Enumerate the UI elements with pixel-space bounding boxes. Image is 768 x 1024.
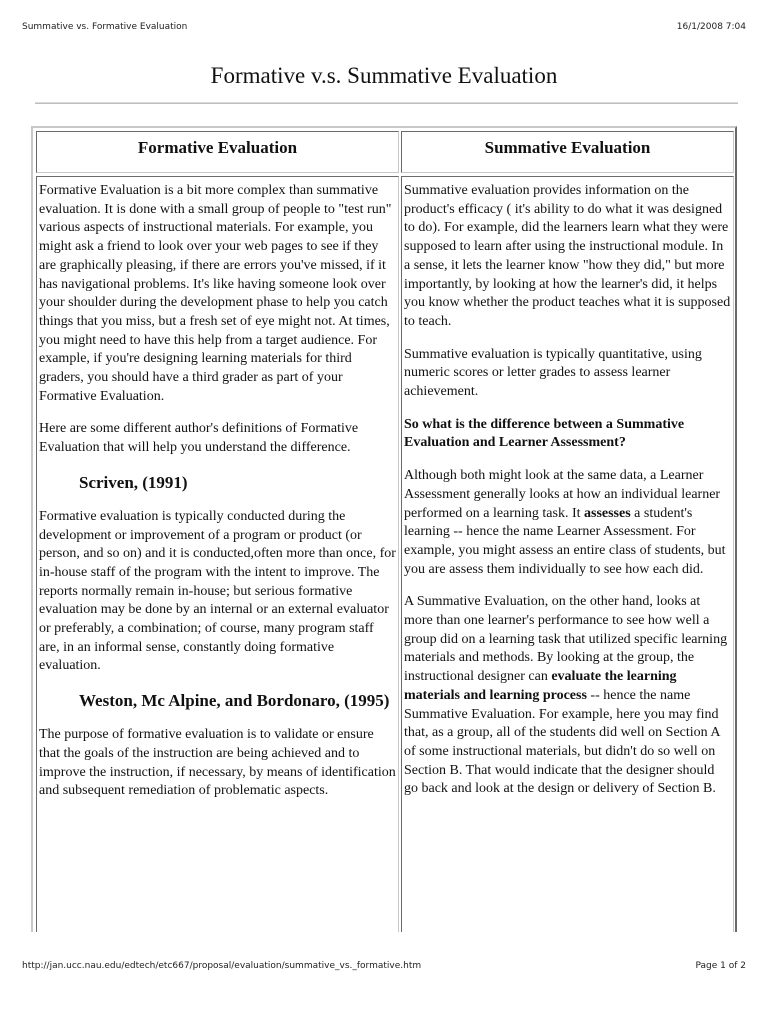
- print-header-title: Summative vs. Formative Evaluation: [22, 22, 188, 32]
- summative-paragraph-4: [404, 593, 731, 799]
- formative-heading-cell: [36, 131, 399, 173]
- weston-definition: The purpose of formative evaluation is to validate or ensure that the goals of the instruction are being achieved and to improve the instruction, if necessary, by means of identification and subsequent remediation of problematic aspects.: [39, 727, 396, 799]
- title-divider: [35, 102, 738, 104]
- p3-bold-text: assesses: [584, 505, 631, 521]
- print-header-datetime: 16/1/2008 7:04: [676, 22, 746, 32]
- scriven-definition: Formative evaluation is typically conducted during the development or improvement of a program or product (or person, and so on) and it is conducted,often more than once, for in-house staff of the program with the intent to improve. The reports normally remain in-house; but serious formative evaluation may be done by an internal or an external evaluator or preferably, a combination; of course, many program staff are, in an informal sense, constantly doing formative evaluation.: [39, 508, 396, 674]
- scriven-heading: Scriven, (1991): [79, 472, 188, 492]
- difference-question: So what is the difference between a Summative Evaluation and Learner Assessment?: [404, 416, 685, 451]
- summative-heading: Summative Evaluation: [484, 138, 651, 157]
- comparison-table: [31, 126, 737, 932]
- p4-text-before: A Summative Evaluation, on the other hand, looks at more than one learner's performance to see how well a group did on a learning task that utilized specific learning materials and methods. By looking at the group, the instructional designer can: [404, 594, 728, 685]
- summative-body-cell: [401, 176, 734, 932]
- p3-text-after: a student's learning -- hence the name Learner Assessment. For example, you might assess an entire class of students, but you are assess them individually to see how each did.: [404, 505, 726, 577]
- definitions-intro-paragraph: Here are some different author's definitions of Formative Evaluation that will help you understand the difference.: [39, 421, 359, 456]
- formative-body-cell: [36, 176, 399, 932]
- summative-paragraph-2: Summative evaluation is typically quantitative, using numeric scores or letter grades to assess learner achievement.: [404, 346, 702, 400]
- print-footer-page-number: Page 1 of 2: [695, 961, 746, 971]
- weston-heading: Weston, Mc Alpine, and Bordonaro, (1995): [79, 691, 390, 711]
- summative-paragraph-3: [404, 467, 731, 579]
- summative-paragraph-1: Summative evaluation provides information on the product's efficacy ( it's ability to do what it was designed to do). For example, did the learners learn what they were supposed to learn after using the instructional module. In a sense, it lets the learner know "how they did," but more importantly, by looking at how the learner's did, it helps you know whether the product teaches what it is supposed to teach.: [404, 183, 731, 329]
- print-footer-url: http://jan.ucc.nau.edu/edtech/etc667/proposal/evaluation/summative_vs._formative.htm: [22, 961, 422, 971]
- formative-intro-paragraph: Formative Evaluation is a bit more complex than summative evaluation. It is done with a small group of people to "test run" various aspects of instructional materials. For example, you might ask a friend to look over your web pages to see if they are graphically pleasing, if there are errors you've missed, if it has navigational problems. It's like having someone look over your shoulder during the development phase to help you catch things that you miss, but a fresh set of eye might not. At times, you might need to have this help from a target audience. For example, if you're designing learning materials for third graders, you should have a third grader as part of your Formative Evaluation.: [39, 183, 392, 404]
- p3-text-before: Although both might look at the same data, a Learner Assessment generally looks at how an individual learner performed on a learning task. It: [404, 468, 721, 521]
- summative-heading-cell: [401, 131, 734, 173]
- p4-bold-text: evaluate the learning materials and learning process: [404, 669, 677, 703]
- formative-heading: Formative Evaluation: [137, 138, 298, 157]
- p4-text-after: -- hence the name Summative Evaluation. For example, here you may find that, as a group, all of the students did well on Section A of some instructional materials, but didn't do so well on Section B. That would indicate that the designer should go back and look at the design or delivery of Section B.: [404, 687, 720, 797]
- page-title: Formative v.s. Summative Evaluation: [210, 63, 558, 88]
